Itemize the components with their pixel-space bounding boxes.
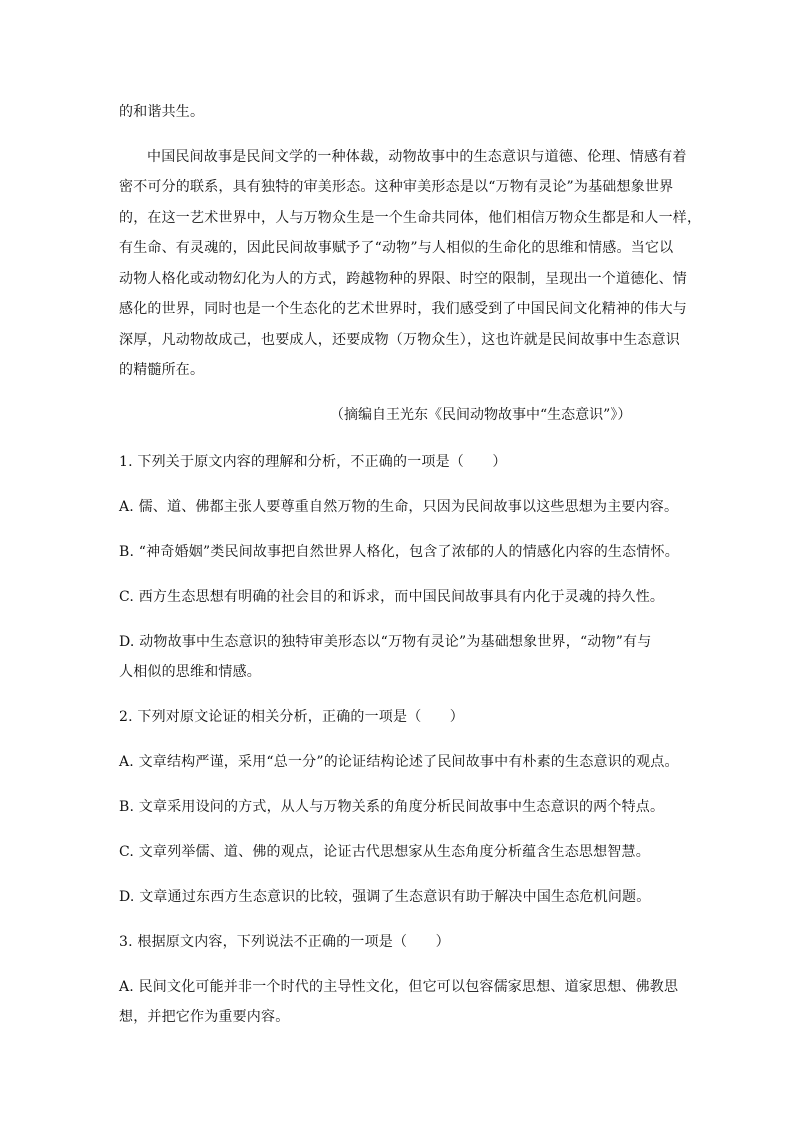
paragraph-line: 密不可分的联系，具有独特的审美形态。这种审美形态是以“万物有灵论”为基础想象世界	[119, 179, 674, 195]
option-a: A. 文章结构严谨，采用“总一分”的论证结构论述了民间故事中有朴素的生态意识的观点。	[119, 754, 679, 770]
option-b: B. 文章采用设问的方式，从人与万物关系的角度分析民间故事中生态意识的两个特点。	[119, 799, 665, 815]
option-b: B. “神奇婚姻”类民间故事把自然世界人格化，包含了浓郁的人的情感化内容的生态情怀。	[119, 544, 679, 560]
option-a-continued: 想，并把它作为重要内容。	[119, 1009, 290, 1025]
option-a: A. 民间文化可能并非一个时代的主导性文化，但它可以包容儒家思想、道家思想、佛教思	[119, 979, 679, 995]
paragraph-line: 动物人格化或动物幻化为人的方式，跨越物种的界限、时空的限制，呈现出一个道德化、情	[119, 271, 687, 287]
passage-source-citation: （摘编自王光东《民间动物故事中“生态意识”》）	[330, 407, 632, 423]
paragraph-line: 中国民间故事是民间文学的一种体裁，动物故事中的生态意识与道德、伦理、情感有着	[147, 149, 687, 165]
option-d-continued: 人相似的思维和情感。	[119, 664, 261, 680]
option-d: D. 动物故事中生态意识的独特审美形态以“万物有灵论”为基础想象世界，“动物”有与	[119, 634, 652, 650]
paragraph-line: 感化的世界，同时也是一个生态化的艺术世界时，我们感受到了中国民间文化精神的伟大与	[119, 301, 687, 317]
passage-continued-line: 的和谐共生。	[119, 104, 205, 120]
option-c: C. 文章列举儒、道、佛的观点，论证古代思想家从生态角度分析蕴含生态思想智慧。	[119, 844, 650, 860]
option-a: A. 儒、道、佛都主张人要尊重自然万物的生命，只因为民间故事以这些思想为主要内容。	[119, 499, 679, 515]
option-d: D. 文章通过东西方生态意识的比较，强调了生态意识有助于解决中国生态危机问题。	[119, 889, 651, 905]
paragraph-line: 有生命、有灵魂的，因此民间故事赋予了“动物”与人相似的生命化的思维和情感。当它以	[119, 240, 674, 256]
question-stem: 1. 下列关于原文内容的理解和分析，不正确的一项是（ ）	[119, 454, 507, 470]
paragraph-line: 的，在这一艺术世界中，人与万物众生是一个生命共同体，他们相信万物众生都是和人一样，	[119, 210, 702, 226]
question-stem: 3. 根据原文内容，下列说法不正确的一项是（ ）	[119, 934, 450, 950]
paragraph-line: 深厚，凡动物故成己，也要成人，还要成物（万物众生），这也许就是民间故事中生态意识	[119, 332, 680, 348]
option-c: C. 西方生态思想有明确的社会目的和诉求，而中国民间故事具有内化于灵魂的持久性。	[119, 589, 665, 605]
paragraph-line: 的精髓所在。	[119, 362, 205, 378]
question-stem: 2. 下列对原文论证的相关分析，正确的一项是（ ）	[119, 709, 465, 725]
